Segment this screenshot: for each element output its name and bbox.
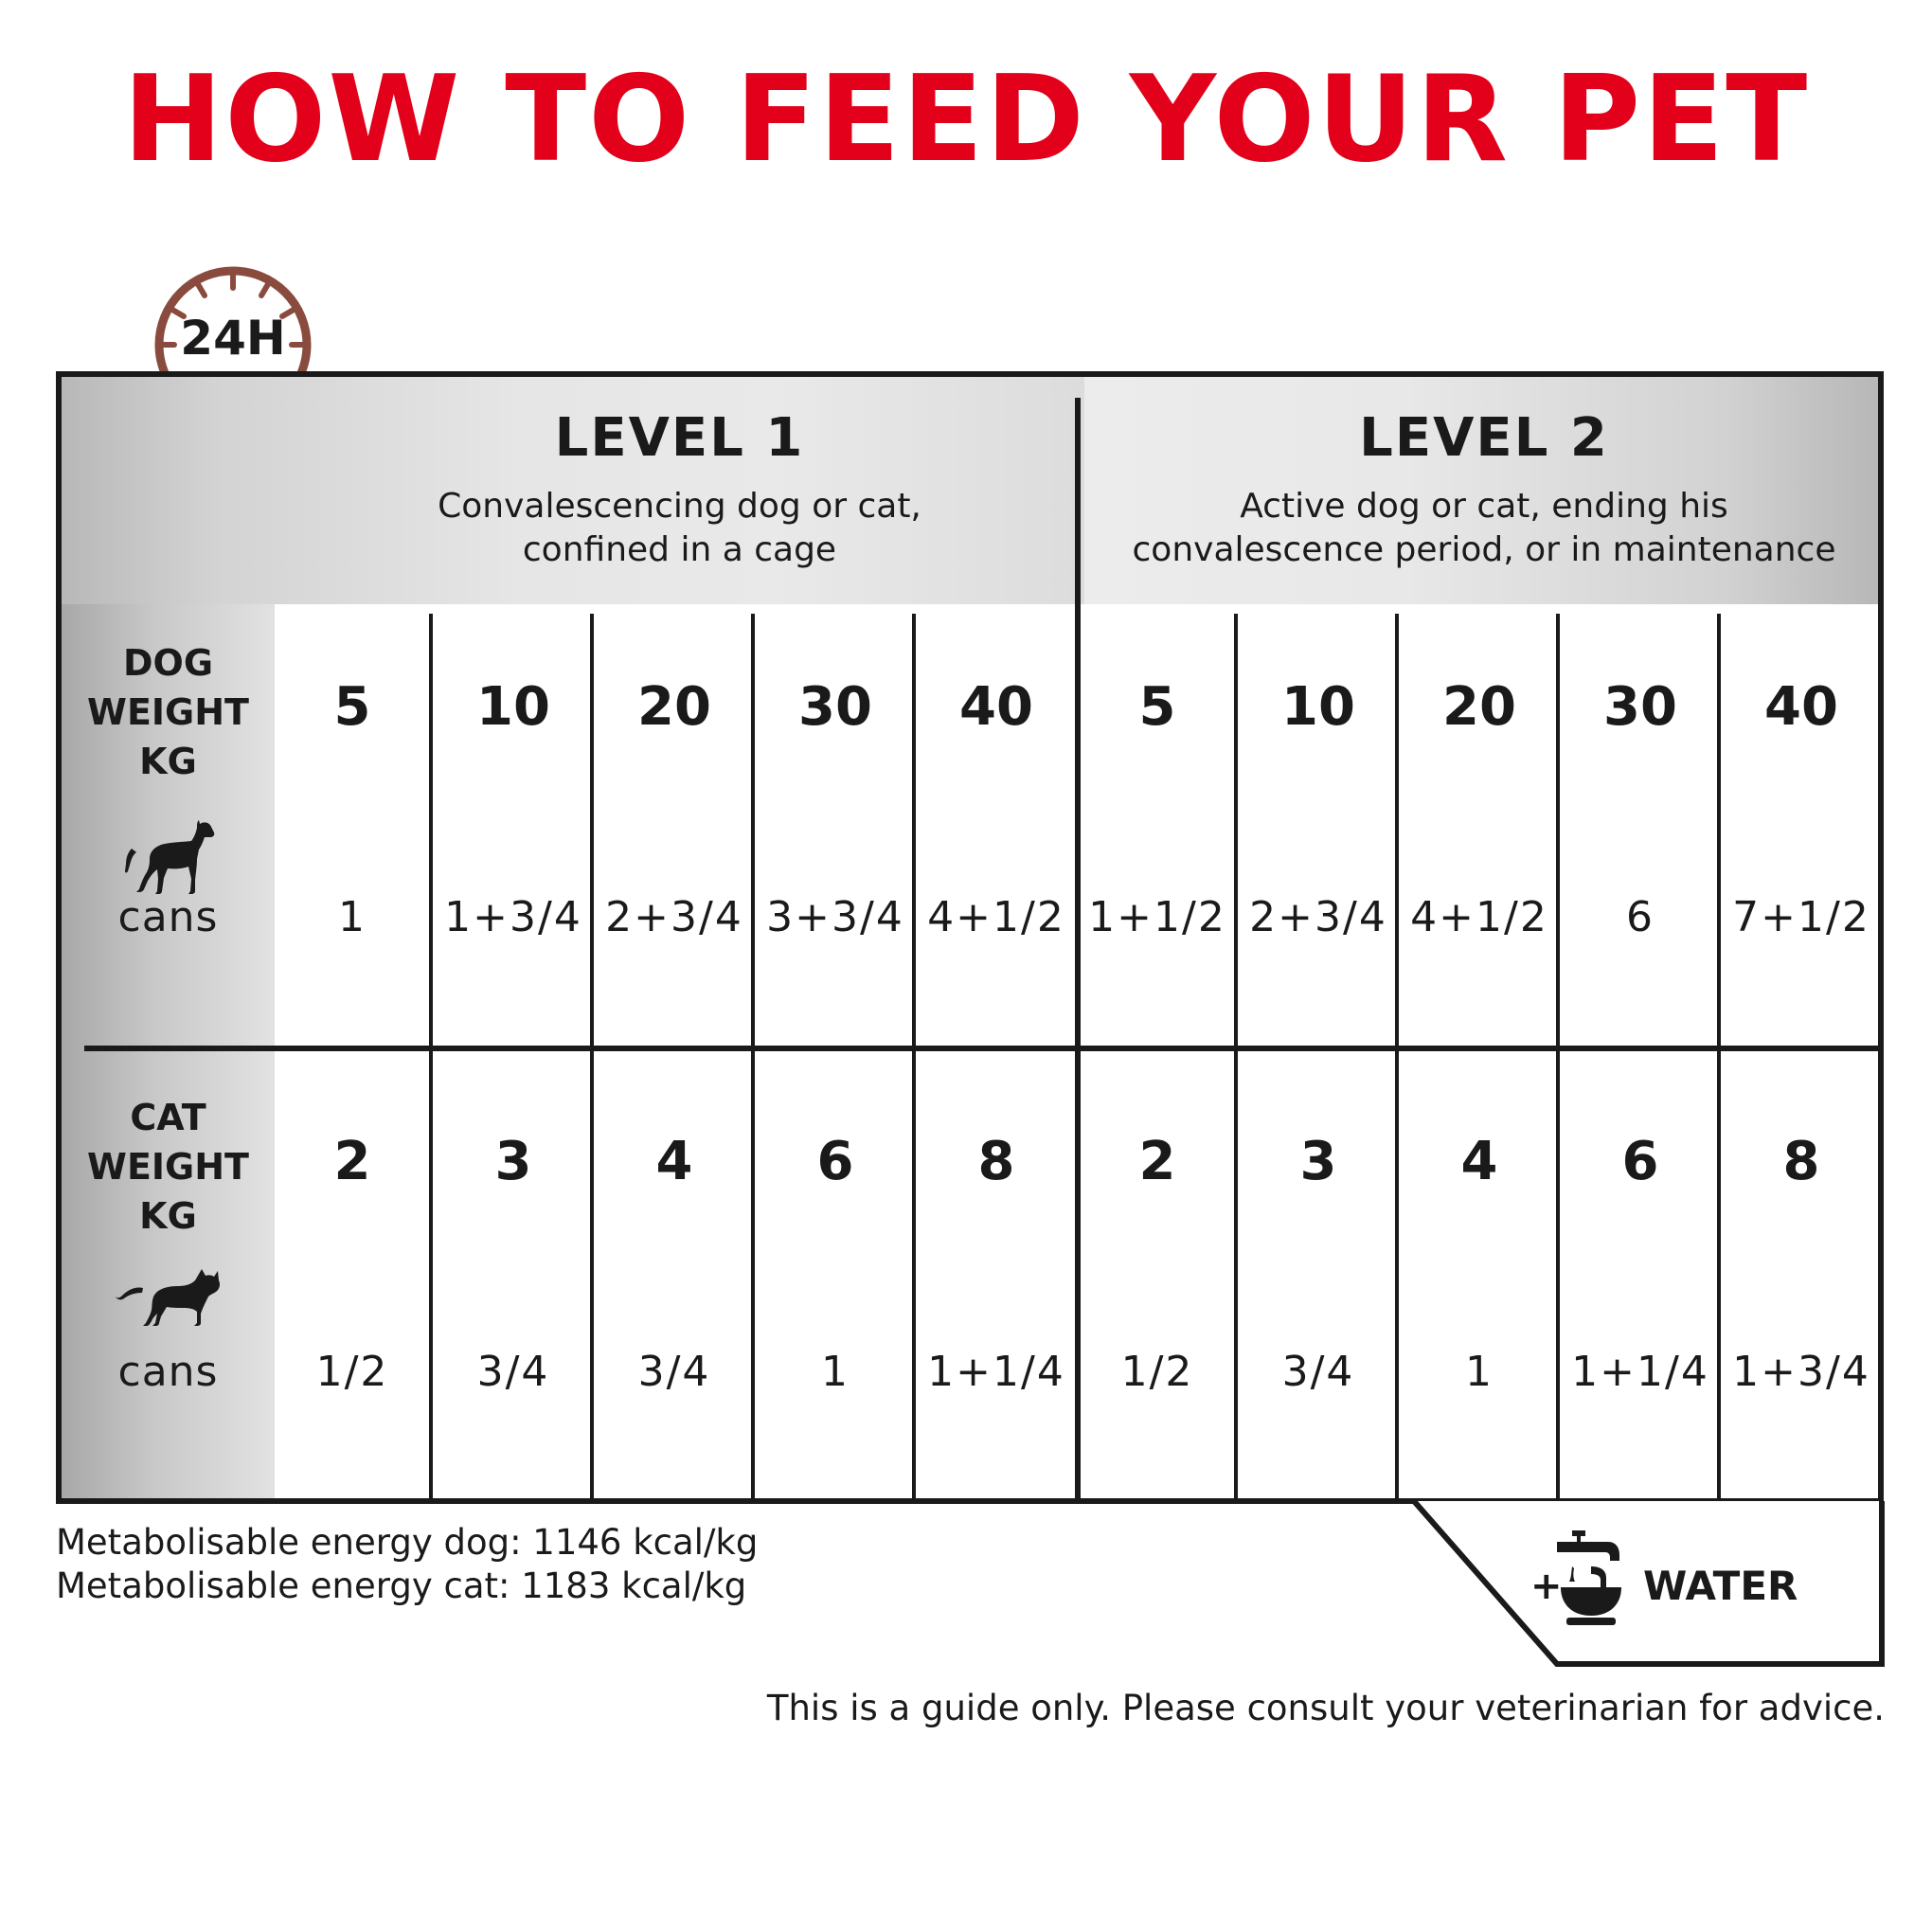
level-2-title: LEVEL 2 xyxy=(1359,407,1609,469)
cat-cans-cell: 1/2 xyxy=(315,1348,389,1396)
dog-icon xyxy=(124,820,215,894)
dog-weight-cell: 40 xyxy=(1764,676,1838,738)
cat-cans-cell: 3/4 xyxy=(1281,1348,1355,1396)
dog-weight-label xyxy=(62,638,275,786)
disclaimer: This is a guide only. Please consult your veterinarian for advice. xyxy=(766,1688,1885,1728)
cat-weight-cell: 8 xyxy=(1782,1131,1820,1192)
cat-cans-cell: 1/2 xyxy=(1120,1348,1194,1396)
dog-weight-cell: 40 xyxy=(959,676,1033,738)
dog-label-line1: DOG xyxy=(122,642,214,684)
cat-cans-cell: 3/4 xyxy=(476,1348,550,1396)
level-2-desc-line1: Active dog or cat, ending his xyxy=(1240,487,1728,526)
dog-cans-cell: 3+3/4 xyxy=(766,893,904,941)
cat-weight-cell: 8 xyxy=(977,1131,1015,1192)
level-1-header xyxy=(62,377,1084,604)
clock-badge-label: 24H xyxy=(180,311,286,366)
level-2-header xyxy=(1084,377,1884,604)
level-1-desc-line2: confined in a cage xyxy=(522,530,837,569)
level-1-title: LEVEL 1 xyxy=(554,407,805,469)
cat-cans-cell: 1 xyxy=(1465,1348,1494,1396)
dog-label-line2: WEIGHT xyxy=(87,691,249,733)
dog-cans-cell: 1+1/2 xyxy=(1088,893,1226,941)
cat-weight-cell: 4 xyxy=(1460,1131,1498,1192)
dog-weight-cell: 20 xyxy=(637,676,711,738)
cat-weight-cell: 3 xyxy=(1299,1131,1337,1192)
cat-cans-cell: 1+1/4 xyxy=(927,1348,1065,1396)
cat-cans-cell: 1+1/4 xyxy=(1571,1348,1709,1396)
dog-weight-cell: 5 xyxy=(1138,676,1176,738)
dog-cans-cell: 4+1/2 xyxy=(1410,893,1548,941)
dog-weight-cell: 20 xyxy=(1442,676,1516,738)
cat-weight-cell: 2 xyxy=(333,1131,371,1192)
water-label: WATER xyxy=(1643,1563,1798,1609)
dog-cans-cell: 4+1/2 xyxy=(927,893,1065,941)
level-1-description xyxy=(275,485,1084,572)
cat-weight-cell: 4 xyxy=(655,1131,693,1192)
cat-cans-cell: 3/4 xyxy=(637,1348,711,1396)
level-divider xyxy=(1075,398,1081,1504)
species-divider xyxy=(84,1046,1884,1051)
dog-cans-cell: 2+3/4 xyxy=(1249,893,1387,941)
dog-cans-label: cans xyxy=(117,893,219,941)
level-1-desc-line1: Convalescencing dog or cat, xyxy=(438,487,921,526)
cat-weight-cell: 6 xyxy=(816,1131,854,1192)
feeding-table xyxy=(56,371,1884,1504)
cat-cans-label: cans xyxy=(117,1348,219,1396)
cat-label-line3: KG xyxy=(139,1195,197,1237)
cat-weight-cell: 6 xyxy=(1621,1131,1659,1192)
dog-cans-cell: 1 xyxy=(338,893,367,941)
energy-cat-note: Metabolisable energy cat: 1183 kcal/kg xyxy=(56,1565,747,1606)
level-2-description xyxy=(1084,485,1884,572)
dog-weight-cell: 10 xyxy=(476,676,550,738)
cat-weight-cell: 3 xyxy=(494,1131,532,1192)
cat-icon xyxy=(115,1267,221,1330)
cat-weight-label xyxy=(62,1093,275,1241)
cat-cans-cell: 1 xyxy=(821,1348,850,1396)
dog-weight-cell: 10 xyxy=(1281,676,1355,738)
dog-weight-cell: 5 xyxy=(333,676,371,738)
page-title: HOW TO FEED YOUR PET xyxy=(122,49,1810,188)
dog-cans-cell: 6 xyxy=(1626,893,1655,941)
cat-weight-cell: 2 xyxy=(1138,1131,1176,1192)
dog-label-line3: KG xyxy=(139,741,197,782)
water-plus: + xyxy=(1530,1565,1563,1608)
cat-label-line2: WEIGHT xyxy=(87,1146,249,1188)
dog-weight-cell: 30 xyxy=(798,676,872,738)
cat-cans-cell: 1+3/4 xyxy=(1732,1348,1870,1396)
cat-label-line1: CAT xyxy=(130,1097,206,1138)
level-2-desc-line2: convalescence period, or in maintenance xyxy=(1132,530,1836,569)
dog-weight-cell: 30 xyxy=(1603,676,1677,738)
dog-cans-cell: 7+1/2 xyxy=(1732,893,1870,941)
dog-cans-cell: 1+3/4 xyxy=(444,893,582,941)
dog-cans-cell: 2+3/4 xyxy=(605,893,743,941)
water-tap-icon xyxy=(1553,1529,1629,1627)
energy-dog-note: Metabolisable energy dog: 1146 kcal/kg xyxy=(56,1522,759,1563)
